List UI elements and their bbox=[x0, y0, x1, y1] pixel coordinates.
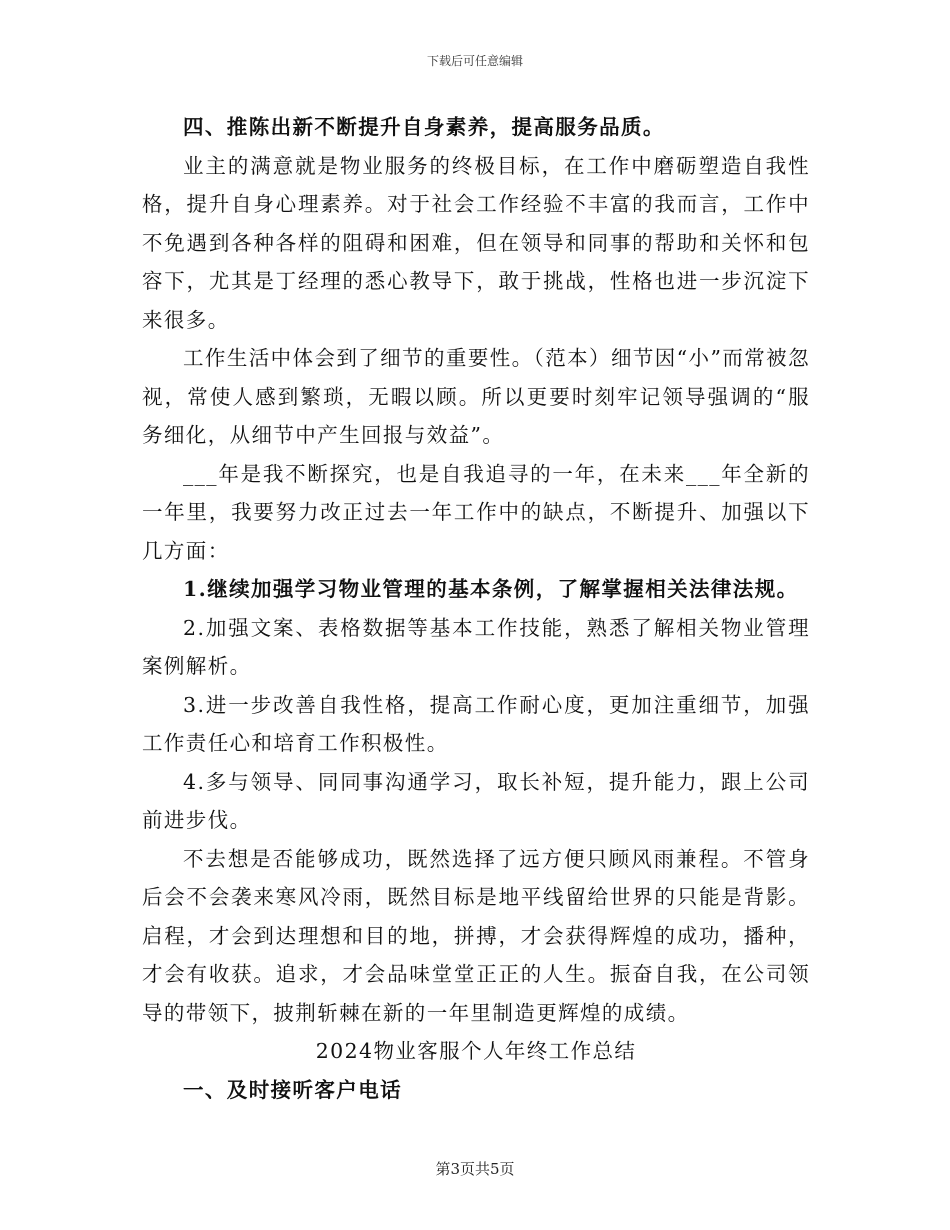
list-item-4: 4.多与领导、同同事沟通学习，取长补短，提升能力，跟上公司前进步伐。 bbox=[142, 769, 810, 832]
list-item-3: 3.进一步改善自我性格，提高工作耐心度，更加注重细节，加强工作责任心和培育工作积极性。 bbox=[142, 692, 810, 755]
list-item-2: 2.加强文案、表格数据等基本工作技能，熟悉了解相关物业管理案例解析。 bbox=[142, 615, 810, 678]
page-footer: 第3页共5页 bbox=[435, 1160, 515, 1178]
section-heading-1: 一、及时接听客户电话 bbox=[183, 1077, 402, 1102]
document-title: 2024物业客服个人年终工作总结 bbox=[315, 1039, 637, 1063]
paragraph: 工作生活中体会到了细节的重要性。（范本）细节因“小”而常被忽视，常使人感到繁琐，无暇以顾。所以更要时刻牢记领导强调的“服务细化，从细节中产生回报与效益”。 bbox=[142, 346, 810, 447]
paragraph: 业主的满意就是物业服务的终极目标，在工作中磨砺塑造自我性格，提升自身心理素养。对于社会工作经验不丰富的我而言，工作中不免遇到各种各样的阻碍和困难，但在领导和同事的帮助和关怀和包容下，尤其是丁经理的悉心教导下，敢于挑战，性格也进一步沉淀下来很多。 bbox=[142, 153, 810, 332]
document-body bbox=[142, 108, 810, 1109]
paragraph: ___年是我不断探究，也是自我追寻的一年，在未来___年全新的一年里，我要努力改正过去一年工作中的缺点，不断提升、加强以下几方面： bbox=[142, 461, 810, 563]
page-header: 下载后可任意编辑 bbox=[426, 54, 523, 68]
list-item-1: 1.继续加强学习物业管理的基本条例，了解掌握相关法律法规。 bbox=[183, 577, 799, 601]
paragraph: 不去想是否能够成功，既然选择了远方便只顾风雨兼程。不管身后会不会袭来寒风冷雨，既然目标是地平线留给世界的只能是背影。启程，才会到达理想和目的地，拼搏，才会获得辉煌的成功，播种，才会有收获。追求，才会品味堂堂正正的人生。振奋自我，在公司领导的带领下，披荆斩棘在新的一年里制造更辉煌的成绩。 bbox=[142, 846, 810, 1025]
section-heading-4: 四、推陈出新不断提升自身素养，提高服务品质。 bbox=[183, 115, 665, 139]
